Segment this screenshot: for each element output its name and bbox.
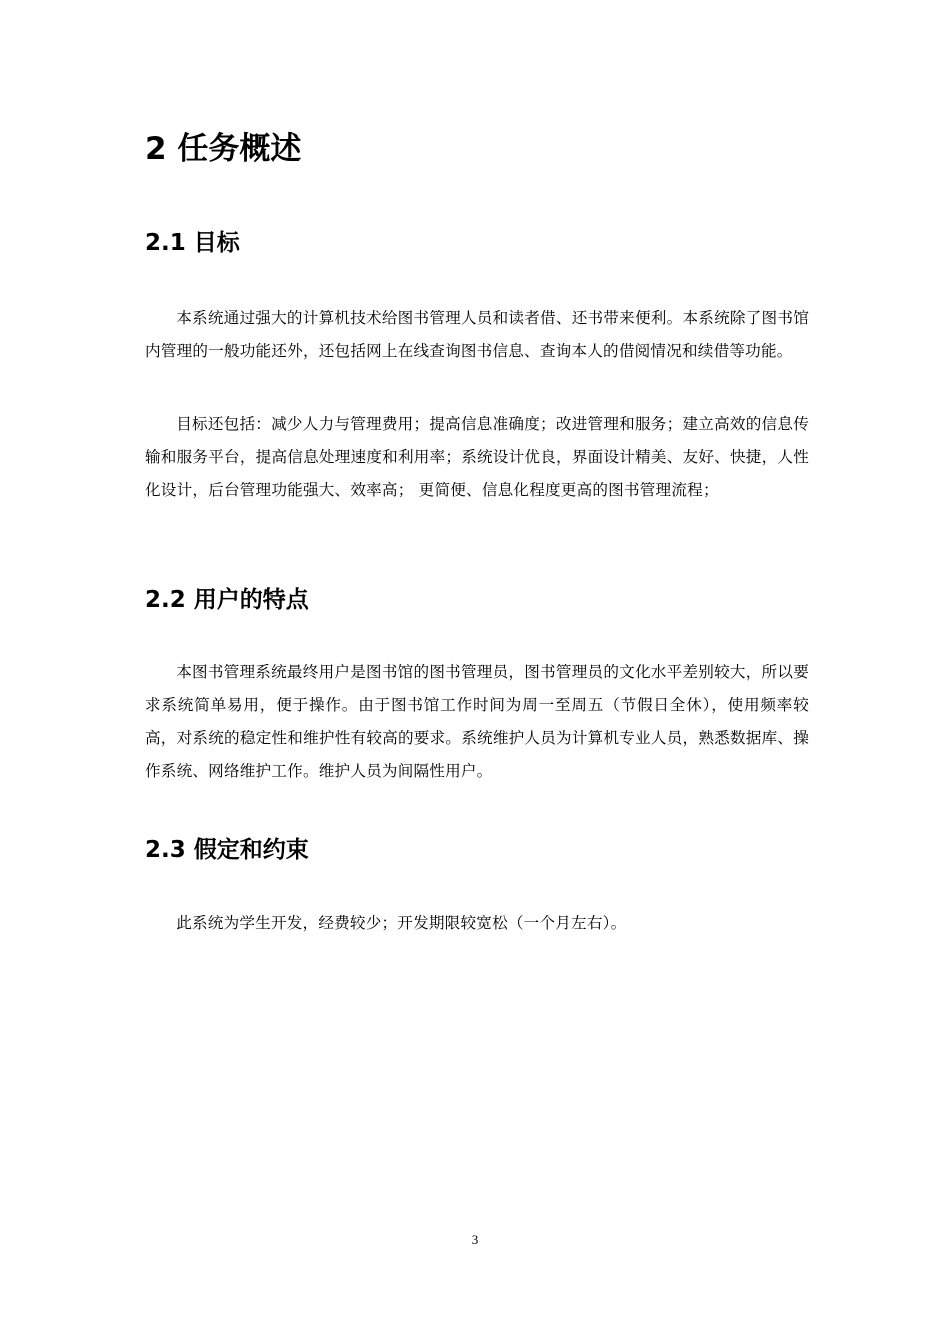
goals-paragraph-1: 本系统通过强大的计算机技术给图书管理人员和读者借、还书带来便利。本系统除了图书馆内管理的一般功能还外，还包括网上在线查询图书信息、查询本人的借阅情况和续借等功能。 [145,309,809,360]
section-heading-goals: 2.1 目标 [145,230,240,256]
assumptions-paragraph: 此系统为学生开发，经费较少；开发期限较宽松（一个月左右）。 [176,914,627,932]
goals-paragraph-2: 目标还包括：减少人力与管理费用；提高信息准确度；改进管理和服务；建立高效的信息传输和服务平台，提高信息处理速度和利用率；系统设计优良，界面设计精美、友好、快捷，人性化设计，后台管理功能强大、效率高； 更简便、信息化程度更高的图书管理流程； [145,415,809,499]
chapter-title: 2 任务概述 [145,131,302,167]
section-heading-user-characteristics: 2.2 用户的特点 [145,587,309,613]
section-heading-assumptions: 2.3 假定和约束 [145,837,309,863]
page-number: 3 [471,1232,479,1247]
user-characteristics-paragraph: 本图书管理系统最终用户是图书馆的图书管理员，图书管理员的文化水平差别较大，所以要求系统简单易用，便于操作。由于图书馆工作时间为周一至周五（节假日全休），使用频率较高，对系统的稳定性和维护性有较高的要求。系统维护人员为计算机专业人员，熟悉数据库、操作系统、网络维护工作。维护人员为间隔性用户。 [145,663,809,780]
